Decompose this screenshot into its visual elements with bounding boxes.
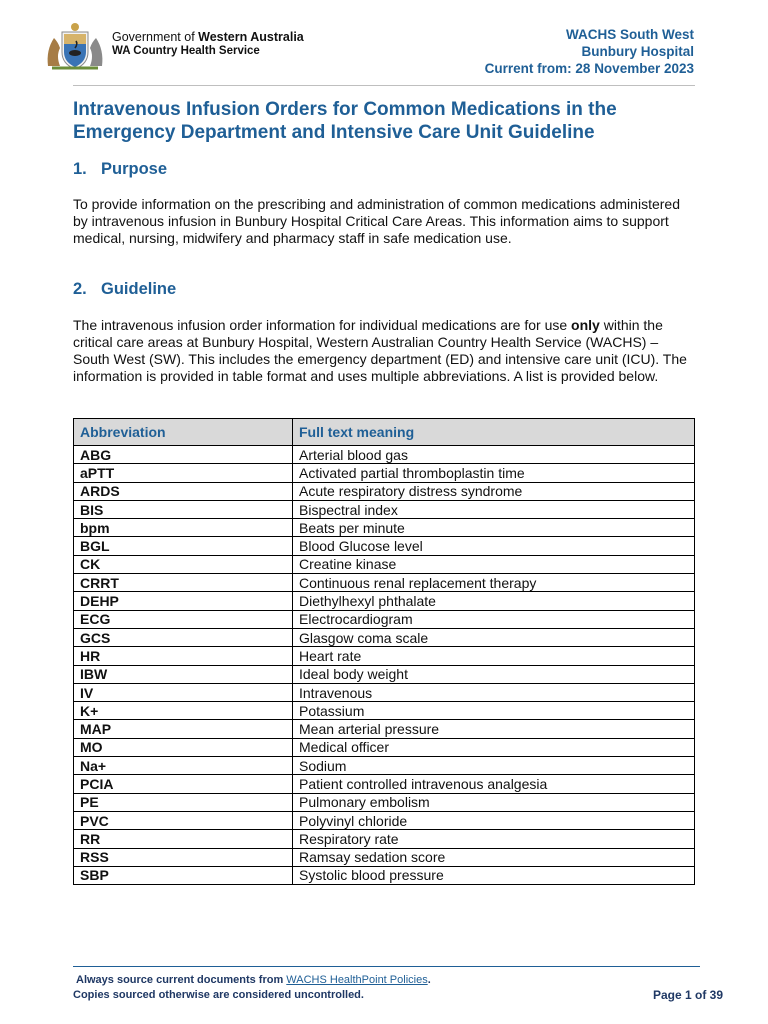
abbreviation-cell: CK (74, 555, 293, 573)
section-number: 2. (73, 280, 87, 298)
meaning-cell: Beats per minute (293, 519, 695, 537)
meaning-cell: Potassium (293, 702, 695, 720)
footer-divider (73, 966, 700, 967)
section-heading-guideline (73, 280, 176, 299)
abbreviation-cell: PCIA (74, 775, 293, 793)
table-row (74, 665, 695, 683)
abbreviation-cell: PVC (74, 811, 293, 829)
section-number: 1. (73, 160, 87, 178)
table-row (74, 574, 695, 592)
abbreviation-cell: IBW (74, 665, 293, 683)
abbreviation-cell: DEHP (74, 592, 293, 610)
government-logo (42, 22, 306, 72)
meaning-cell: Ramsay sedation score (293, 848, 695, 866)
abbreviation-cell: ARDS (74, 482, 293, 500)
meaning-cell: Arterial blood gas (293, 446, 695, 464)
page-number: Page 1 of 39 (652, 988, 723, 1002)
table-row (74, 811, 695, 829)
meaning-cell: Diethylhexyl phthalate (293, 592, 695, 610)
guideline-paragraph: The intravenous infusion order information for individual medications are for use only within the critical care areas at Bunbury Hospital, Western Australian Country Health Service (WACHS) – South West (SW). This includes the emergency department (ED) and intensive care unit (ICU). The information is provided in table format and uses multiple abbreviations. A list is provided below. (73, 317, 687, 384)
abbreviation-cell: IV (74, 683, 293, 701)
meaning-cell: Activated partial thromboplastin time (293, 464, 695, 482)
meaning-cell: Medical officer (293, 738, 695, 756)
abbreviation-cell: BIS (74, 500, 293, 518)
abbreviation-cell: bpm (74, 519, 293, 537)
section-heading-purpose (73, 160, 167, 179)
abbreviation-cell: ABG (74, 446, 293, 464)
abbreviation-cell: BGL (74, 537, 293, 555)
table-row (74, 866, 695, 884)
column-header-abbreviation: Abbreviation (74, 419, 293, 446)
meaning-cell: Blood Glucose level (293, 537, 695, 555)
meaning-cell: Ideal body weight (293, 665, 695, 683)
table-row (74, 683, 695, 701)
document-header-info (485, 26, 694, 77)
footer-source-note: Always source current documents from WACHS HealthPoint Policies. (76, 974, 431, 986)
footer-uncontrolled-note: Copies sourced otherwise are considered uncontrolled. (73, 989, 364, 1001)
meaning-cell: Continuous renal replacement therapy (293, 574, 695, 592)
abbreviation-cell: RR (74, 830, 293, 848)
hospital-label: Bunbury Hospital (581, 44, 694, 59)
meaning-cell: Acute respiratory distress syndrome (293, 482, 695, 500)
government-title: Government of Western Australia (112, 30, 304, 44)
current-from-date: Current from: 28 November 2023 (484, 61, 694, 76)
abbreviation-cell: aPTT (74, 464, 293, 482)
column-header-meaning: Full text meaning (293, 419, 695, 446)
meaning-cell: Polyvinyl chloride (293, 811, 695, 829)
table-row (74, 555, 695, 573)
abbreviations-table (73, 418, 695, 885)
meaning-cell: Creatine kinase (293, 555, 695, 573)
abbreviation-cell: RSS (74, 848, 293, 866)
table-row (74, 519, 695, 537)
meaning-cell: Sodium (293, 757, 695, 775)
abbreviation-cell: K+ (74, 702, 293, 720)
table-row (74, 702, 695, 720)
abbreviation-cell: MO (74, 738, 293, 756)
table-row (74, 647, 695, 665)
table-row (74, 482, 695, 500)
abbreviation-cell: MAP (74, 720, 293, 738)
table-row (74, 592, 695, 610)
region-label: WACHS South West (566, 27, 694, 42)
meaning-cell: Heart rate (293, 647, 695, 665)
abbreviation-cell: PE (74, 793, 293, 811)
table-row (74, 537, 695, 555)
meaning-cell: Mean arterial pressure (293, 720, 695, 738)
document-title: Intravenous Infusion Orders for Common Medications in the Emergency Department and Intensive Care Unit Guideline (73, 99, 617, 143)
table-row (74, 628, 695, 646)
table-row (74, 830, 695, 848)
meaning-cell: Pulmonary embolism (293, 793, 695, 811)
meaning-cell: Electrocardiogram (293, 610, 695, 628)
table-row (74, 610, 695, 628)
abbreviation-cell: CRRT (74, 574, 293, 592)
section-title: Guideline (101, 280, 177, 298)
table-row (74, 848, 695, 866)
meaning-cell: Systolic blood pressure (293, 866, 695, 884)
abbreviation-cell: HR (74, 647, 293, 665)
healthpoint-policies-link[interactable]: WACHS HealthPoint Policies (286, 974, 428, 986)
table-body (74, 446, 695, 885)
abbreviation-cell: GCS (74, 628, 293, 646)
meaning-cell: Bispectral index (293, 500, 695, 518)
table-row (74, 500, 695, 518)
header-divider (73, 85, 695, 86)
meaning-cell: Intravenous (293, 683, 695, 701)
table-row (74, 720, 695, 738)
meaning-cell: Glasgow coma scale (293, 628, 695, 646)
table-row (74, 757, 695, 775)
table-row (74, 738, 695, 756)
table-row (74, 775, 695, 793)
meaning-cell: Respiratory rate (293, 830, 695, 848)
table-row (74, 446, 695, 464)
abbreviation-cell: ECG (74, 610, 293, 628)
table-row (74, 464, 695, 482)
wa-government-crest-icon (42, 22, 108, 72)
section-title: Purpose (101, 160, 168, 178)
abbreviation-cell: SBP (74, 866, 293, 884)
table-header-row (74, 419, 695, 446)
meaning-cell: Patient controlled intravenous analgesia (293, 775, 695, 793)
purpose-paragraph: To provide information on the prescribing and administration of common medications administered by intravenous infusion in Bunbury Hospital Critical Care Areas. This information aims to support medical, nursing, midwifery and pharmacy staff in safe medication use. (73, 196, 680, 246)
abbreviation-cell: Na+ (74, 757, 293, 775)
table-row (74, 793, 695, 811)
health-service-name: WA Country Health Service (112, 45, 260, 57)
